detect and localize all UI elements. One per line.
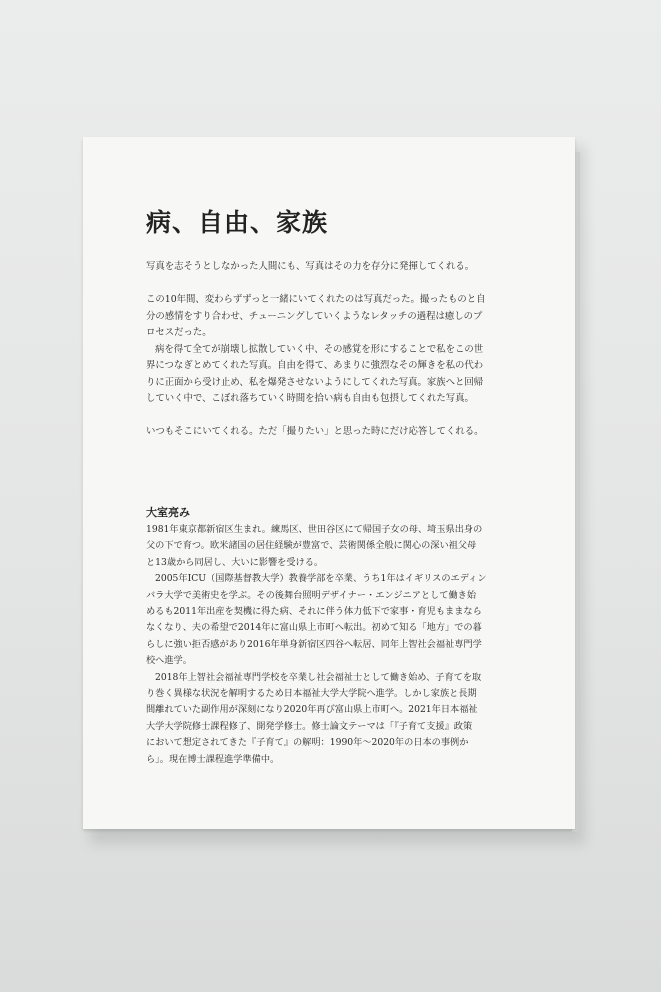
bio-line: 大学大学院修士課程修了、開発学修士。修士論文テーマは「『子育て支援』政策 [146,720,473,732]
statement-line: 病を得て全てが崩壊し拡散していく中、その感覚を形にすることで私をこの世 [155,343,484,355]
statement-line: 分の感情をすり合わせ、チューニングしていくようなレタッチの過程は癒しのプ [146,310,483,322]
bio-line: 2018年上智社会福祉専門学校を卒業し社会福祉士として働き始め、子育てを取 [155,671,482,683]
statement-line: りに正面から受け止め、私を爆発させないようにしてくれた写真。家族へと回帰 [146,376,484,388]
bio-line: バラ大学で美術史を学ぶ。その後舞台照明デザイナー・エンジニアとして働き始 [146,589,477,601]
bio-line: ら」。現在博士課程進学準備中。 [146,753,280,765]
statement-line: ロセスだった。 [146,327,212,338]
bio-line: と13歳から同居し、大いに影響を受ける。 [146,556,324,568]
bio-line: 父の下で育つ。欧米諸国の居住経験が豊富で、芸術関係全般に関心の深い祖父母 [146,540,477,552]
statement-line: いつもそこにいてくれる。ただ「撮りたい」と思った時にだけ応答してくれる。 [146,426,484,437]
bio-line: り巻く異様な状況を解明するため日本福祉大学大学院へ進学。しかし家族と長期 [146,688,477,700]
bio-line: らしに強い拒否感があり2016年単身新宿区四谷へ転居、同年上智社会福祉専門学 [146,638,482,650]
statement-line: 写真を志そうとしなかった人間にも、写真はその力を存分に発揮してくれる。 [146,261,475,272]
bio-line: なくなり、夫の希望で2014年に富山県上市町へ転出。初めて知る「地方」での暮 [146,622,482,634]
bio-line: 間離れていた副作用が深刻になり2020年再び富山県上市町へ。2021年日本福祉 [146,704,478,716]
exhibition-text-panel [83,137,575,829]
bio-line: 1981年東京都新宿区生まれ。練馬区、世田谷区にて帰国子女の母、埼玉県出身の [146,524,483,535]
statement-line: 界につなぎとめてくれた写真。自由を得て、あまりに強烈なその輝きを私の代わ [146,360,484,371]
statement-line: この10年間、変わらずずっと一緒にいてくれたのは写真だった。撮ったものと自 [146,294,486,305]
bio-line: めるも2011年出産を契機に得た病、それに伴う体力低下で家事・育児もままなら [146,606,482,618]
artist-statement [146,259,521,441]
bio-line: 2005年ICU（国際基督教大学）教養学部を卒業、うち1年はイギリスのエディン [155,573,487,585]
bio-line: 校へ進学。 [146,655,192,667]
panel-title: 病、自由、家族 [146,208,329,237]
statement-line: していく中で、こぼれ落ちていく時間を拾い病も自由も包摂してくれた写真。 [146,393,474,404]
bio-line: において想定されてきた『子育て』の解明：1990年～2020年の日本の事例か [146,737,469,749]
artist-name: 大室亮み [146,506,190,519]
artist-biography [146,522,526,768]
